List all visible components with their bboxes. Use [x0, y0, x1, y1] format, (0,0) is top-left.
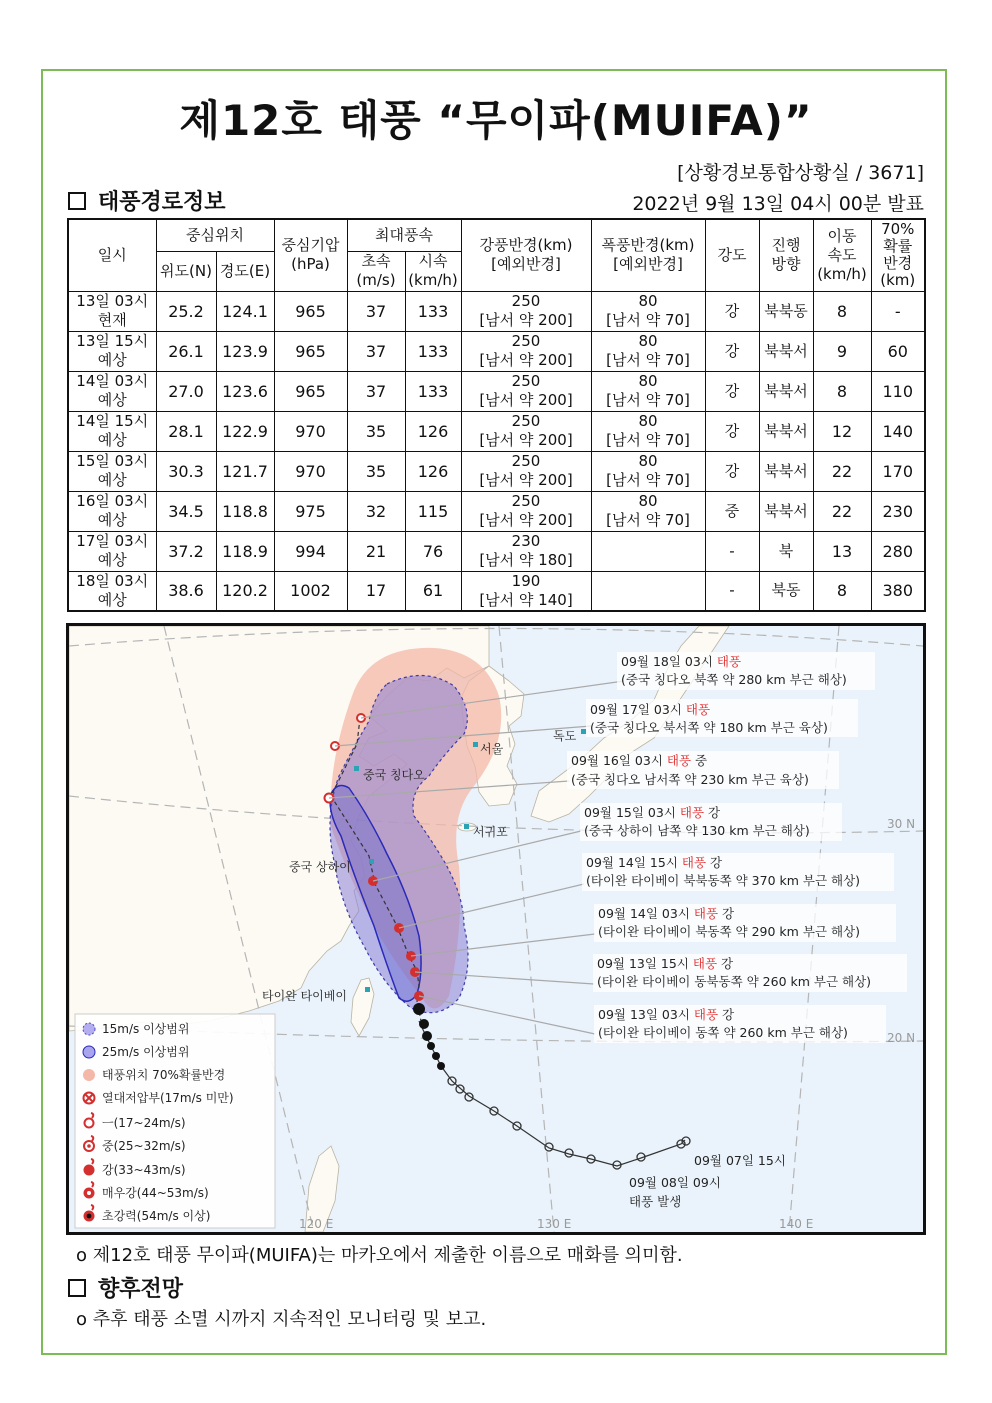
cell-speed: 9: [813, 331, 871, 371]
svg-text:09월 14일 15시 태풍 강: [586, 855, 722, 870]
cell-strong: 250 [남서 약 200]: [461, 371, 591, 411]
cell-kmh: 76: [405, 531, 461, 571]
cell-time: 14일 15시 예상: [68, 411, 156, 451]
seogwipo-label: 서귀포: [473, 825, 508, 839]
callout-2-location: (중국 칭다오 북서쪽 약 180 km 부근 육상): [590, 720, 828, 735]
cell-pressure: 994: [274, 531, 347, 571]
department-label: [상황경보통합상황실 / 3671]: [677, 162, 924, 184]
callout-5-location: (타이완 타이베이 북북동쪽 약 370 km 부근 해상): [586, 873, 861, 888]
callout-3-type: 태풍: [666, 753, 692, 768]
callout-7-location: (타이완 타이베이 동북동쪽 약 260 km 부근 해상): [597, 974, 872, 989]
cell-storm: 80 [남서 약 70]: [591, 491, 705, 531]
callout-6: [594, 904, 896, 942]
past-pos-5: [437, 1062, 445, 1070]
callout-1-location: (중국 칭다오 북쪽 약 280 km 부근 해상): [621, 672, 847, 687]
grid-label-130e: 130 E: [537, 1217, 572, 1231]
past-label-genesis: 태풍 발생: [629, 1194, 682, 1209]
callout-4: [580, 803, 842, 841]
callout-6-intensity: 강: [718, 906, 735, 921]
cell-intensity: -: [705, 531, 759, 571]
cell-lon: 121.7: [216, 451, 274, 491]
cell-prob: -: [871, 291, 925, 331]
seogwipo-marker: [464, 824, 469, 829]
header-intensity: 강도: [705, 219, 759, 291]
dokdo-marker: [581, 729, 586, 734]
callout-6-time: 09월 14일 03시: [598, 906, 694, 921]
cell-storm: 80 [남서 약 70]: [591, 291, 705, 331]
header-storm-radius: 폭풍반경(km) [예외반경]: [591, 219, 705, 291]
cell-time: 14일 03시 예상: [68, 371, 156, 411]
legend-storm-icon: [83, 1046, 95, 1058]
checkbox-square-icon: [68, 1279, 86, 1297]
cell-lat: 34.5: [156, 491, 216, 531]
cell-lon: 118.9: [216, 531, 274, 571]
page-title: 제12호 태풍 “무이파(MUIFA)”: [179, 96, 813, 145]
cell-intensity: 강: [705, 411, 759, 451]
cell-prob: 170: [871, 451, 925, 491]
cell-time: 13일 15시 예상: [68, 331, 156, 371]
shanghai-label: 중국 상하이: [289, 860, 351, 874]
callout-8-intensity: 강: [718, 1007, 735, 1022]
cell-direction: 북: [759, 531, 813, 571]
cell-pressure: 970: [274, 451, 347, 491]
header-lon: 경도(E): [216, 251, 274, 291]
callout-5: [582, 853, 894, 891]
typhoon-track-table: [67, 218, 926, 612]
cell-speed: 13: [813, 531, 871, 571]
cell-speed: 8: [813, 371, 871, 411]
shanghai-marker: [369, 859, 374, 864]
cell-time: 17일 03시 예상: [68, 531, 156, 571]
typhoon-name-note: o 제12호 태풍 무이파(MUIFA)는 마카오에서 제출한 이름으로 매화를 의미함.: [76, 1245, 683, 1266]
cell-storm: [591, 531, 705, 571]
map-canvas: [69, 626, 923, 1232]
table-row: [68, 571, 925, 611]
seoul-label: 서울: [480, 742, 504, 756]
callout-7-time: 09월 13일 15시: [597, 956, 693, 971]
grid-label-20n: 20 N: [887, 1031, 916, 1045]
header-prob70: 70% 확률 반경 (km): [871, 219, 925, 291]
header-direction: 진행 방향: [759, 219, 813, 291]
section-route-header: [68, 185, 226, 216]
callout-8: [594, 1005, 886, 1043]
callout-2-time: 09월 17일 03시: [590, 702, 686, 717]
legend-gale-icon: [83, 1023, 95, 1035]
cell-ms: 32: [347, 491, 405, 531]
cell-intensity: 중: [705, 491, 759, 531]
header-center: 중심위치: [156, 219, 274, 251]
cell-ms: 17: [347, 571, 405, 611]
callout-7-intensity: 강: [717, 956, 734, 971]
callout-4-intensity: 강: [704, 805, 721, 820]
callout-6-location: (타이완 타이베이 북동쪽 약 290 km 부근 해상): [598, 924, 860, 939]
checkbox-square-icon: [68, 192, 86, 210]
cell-ms: 37: [347, 291, 405, 331]
table-row: [68, 451, 925, 491]
cell-lon: 122.9: [216, 411, 274, 451]
cell-prob: 60: [871, 331, 925, 371]
cell-kmh: 133: [405, 291, 461, 331]
taipei-marker: [365, 987, 370, 992]
cell-ms: 21: [347, 531, 405, 571]
outlook-note: o 추후 태풍 소멸 시까지 지속적인 모니터링 및 보고.: [76, 1309, 487, 1330]
callout-1-type: 태풍: [716, 654, 742, 669]
cell-prob: 110: [871, 371, 925, 411]
cell-kmh: 133: [405, 371, 461, 411]
svg-text:09월 16일 03시 태풍 중: [571, 753, 707, 768]
legend-prob-label: 태풍위치 70%확률반경: [102, 1068, 226, 1082]
cell-speed: 8: [813, 571, 871, 611]
current-position: [413, 1003, 425, 1015]
cell-strong: 230 [남서 약 180]: [461, 531, 591, 571]
cell-ms: 37: [347, 331, 405, 371]
cell-direction: 북북서: [759, 491, 813, 531]
cell-lat: 25.2: [156, 291, 216, 331]
past-pos-3: [427, 1042, 435, 1050]
callout-3-location: (중국 칭다오 남서쪽 약 230 km 부근 육상): [571, 772, 809, 787]
table-row: [68, 411, 925, 451]
callout-1: [617, 652, 875, 690]
cell-kmh: 61: [405, 571, 461, 611]
legend-weak-label: ㅡ(17~24m/s): [102, 1116, 186, 1130]
qingdao-marker: [354, 766, 359, 771]
cell-strong: 250 [남서 약 200]: [461, 291, 591, 331]
cell-strong: 190 [남서 약 140]: [461, 571, 591, 611]
callout-3: [567, 751, 839, 789]
section-outlook-header: [68, 1272, 183, 1303]
cell-intensity: 강: [705, 451, 759, 491]
header-time: 일시: [68, 219, 156, 291]
cell-strong: 250 [남서 약 200]: [461, 451, 591, 491]
header-maxwind: 최대풍속: [347, 219, 461, 251]
cell-prob: 380: [871, 571, 925, 611]
cell-kmh: 115: [405, 491, 461, 531]
section-outlook-title: 향후전망: [98, 1277, 184, 1302]
cell-ms: 35: [347, 451, 405, 491]
legend-storm-label: 25m/s 이상범위: [102, 1045, 190, 1059]
seoul-marker: [473, 742, 478, 747]
svg-text:09월 15일 03시 태풍 강: [584, 805, 720, 820]
header-lat: 위도(N): [156, 251, 216, 291]
callout-8-type: 태풍: [693, 1007, 719, 1022]
cell-pressure: 965: [274, 291, 347, 331]
cell-storm: 80 [남서 약 70]: [591, 371, 705, 411]
cell-direction: 북북동: [759, 291, 813, 331]
cell-lat: 37.2: [156, 531, 216, 571]
cell-ms: 35: [347, 411, 405, 451]
legend-strong-label: 강(33~43m/s): [102, 1163, 186, 1177]
announce-date: 2022년 9월 13일 04시 00분 발표: [632, 193, 924, 215]
cell-intensity: 강: [705, 371, 759, 411]
svg-text:09월 13일 15시 태풍 강: [597, 956, 733, 971]
past-label-sep07: 09월 07일 15시: [694, 1153, 786, 1168]
callout-3-intensity: 중: [691, 753, 708, 768]
cell-intensity: -: [705, 571, 759, 611]
svg-text:09월 17일 03시 태풍: [590, 702, 710, 717]
cell-strong: 250 [남서 약 200]: [461, 411, 591, 451]
header-speed: 이동 속도 (km/h): [813, 219, 871, 291]
cell-direction: 북북서: [759, 371, 813, 411]
cell-pressure: 965: [274, 331, 347, 371]
typhoon-track-map: [66, 623, 926, 1235]
legend-super-label: 초강력(54m/s 이상): [102, 1209, 211, 1223]
grid-label-140e: 140 E: [779, 1217, 814, 1231]
legend-verystrong-label: 매우강(44~53m/s): [102, 1186, 209, 1200]
cell-lat: 27.0: [156, 371, 216, 411]
svg-text:09월 14일 03시 태풍 강: [598, 906, 734, 921]
qingdao-label: 중국 칭다오: [363, 768, 425, 782]
callout-8-time: 09월 13일 03시: [598, 1007, 694, 1022]
cell-lat: 30.3: [156, 451, 216, 491]
cell-lat: 38.6: [156, 571, 216, 611]
cell-strong: 250 [남서 약 200]: [461, 491, 591, 531]
callout-3-time: 09월 16일 03시: [571, 753, 667, 768]
cell-time: 16일 03시 예상: [68, 491, 156, 531]
cell-kmh: 133: [405, 331, 461, 371]
cell-intensity: 강: [705, 331, 759, 371]
table-row: [68, 331, 925, 371]
callout-5-time: 09월 14일 15시: [586, 855, 682, 870]
callout-2: [586, 699, 858, 737]
past-label-sep08: 09월 08일 09시: [629, 1175, 721, 1190]
legend-medium-label: 중(25~32m/s): [102, 1139, 186, 1153]
past-pos-4: [432, 1052, 440, 1060]
cell-kmh: 126: [405, 451, 461, 491]
header-ms: 초속 (m/s): [347, 251, 405, 291]
cell-lon: 124.1: [216, 291, 274, 331]
cell-intensity: 강: [705, 291, 759, 331]
callout-2-type: 태풍: [685, 702, 711, 717]
cell-storm: 80 [남서 약 70]: [591, 451, 705, 491]
cell-direction: 북북서: [759, 331, 813, 371]
taipei-label: 타이완 타이베이: [262, 989, 347, 1003]
cell-lon: 120.2: [216, 571, 274, 611]
legend-td-label: 열대저압부(17m/s 미만): [102, 1091, 234, 1105]
cell-strong: 250 [남서 약 200]: [461, 331, 591, 371]
callout-8-location: (타이완 타이베이 동쪽 약 260 km 부근 해상): [598, 1025, 848, 1040]
cell-prob: 140: [871, 411, 925, 451]
table-row: [68, 291, 925, 331]
cell-pressure: 975: [274, 491, 347, 531]
past-pos-2: [422, 1031, 432, 1041]
header-kmh: 시속 (km/h): [405, 251, 461, 291]
cell-lat: 28.1: [156, 411, 216, 451]
header-strong-radius: 강풍반경(km) [예외반경]: [461, 219, 591, 291]
callout-1-time: 09월 18일 03시: [621, 654, 717, 669]
cell-speed: 8: [813, 291, 871, 331]
cell-lon: 123.9: [216, 331, 274, 371]
cell-lon: 123.6: [216, 371, 274, 411]
cell-time: 13일 03시 현재: [68, 291, 156, 331]
past-pos-1: [419, 1019, 429, 1029]
cell-speed: 12: [813, 411, 871, 451]
cell-storm: 80 [남서 약 70]: [591, 331, 705, 371]
cell-lat: 26.1: [156, 331, 216, 371]
callout-5-type: 태풍: [681, 855, 707, 870]
svg-text:09월 13일 03시 태풍 강: [598, 1007, 734, 1022]
callout-5-intensity: 강: [706, 855, 723, 870]
callout-6-type: 태풍: [693, 906, 719, 921]
cell-storm: 80 [남서 약 70]: [591, 411, 705, 451]
legend-gale-label: 15m/s 이상범위: [102, 1022, 190, 1036]
cell-speed: 22: [813, 491, 871, 531]
map-legend: [75, 1014, 275, 1228]
callout-4-location: (중국 상하이 남쪽 약 130 km 부근 해상): [584, 823, 810, 838]
cell-ms: 37: [347, 371, 405, 411]
grid-label-120e: 120 E: [299, 1217, 334, 1231]
cell-storm: [591, 571, 705, 611]
cell-direction: 북북서: [759, 451, 813, 491]
callout-4-type: 태풍: [679, 805, 705, 820]
table-row: [68, 491, 925, 531]
callout-7-type: 태풍: [692, 956, 718, 971]
dokdo-label: 독도: [553, 729, 577, 743]
cell-speed: 22: [813, 451, 871, 491]
callout-7: [593, 954, 907, 992]
cell-direction: 북동: [759, 571, 813, 611]
cell-prob: 230: [871, 491, 925, 531]
table-row: [68, 531, 925, 571]
legend-prob-icon: [83, 1069, 95, 1081]
cell-lon: 118.8: [216, 491, 274, 531]
table-row: [68, 371, 925, 411]
cell-time: 18일 03시 예상: [68, 571, 156, 611]
callout-4-time: 09월 15일 03시: [584, 805, 680, 820]
cell-direction: 북북서: [759, 411, 813, 451]
cell-pressure: 1002: [274, 571, 347, 611]
grid-label-30n: 30 N: [887, 817, 916, 831]
cell-time: 15일 03시 예상: [68, 451, 156, 491]
cell-prob: 280: [871, 531, 925, 571]
header-pressure: 중심기압 (hPa): [274, 219, 347, 291]
svg-text:09월 18일 03시 태풍: [621, 654, 741, 669]
cell-kmh: 126: [405, 411, 461, 451]
section-route-title: 태풍경로정보: [98, 190, 226, 215]
cell-pressure: 970: [274, 411, 347, 451]
cell-pressure: 965: [274, 371, 347, 411]
